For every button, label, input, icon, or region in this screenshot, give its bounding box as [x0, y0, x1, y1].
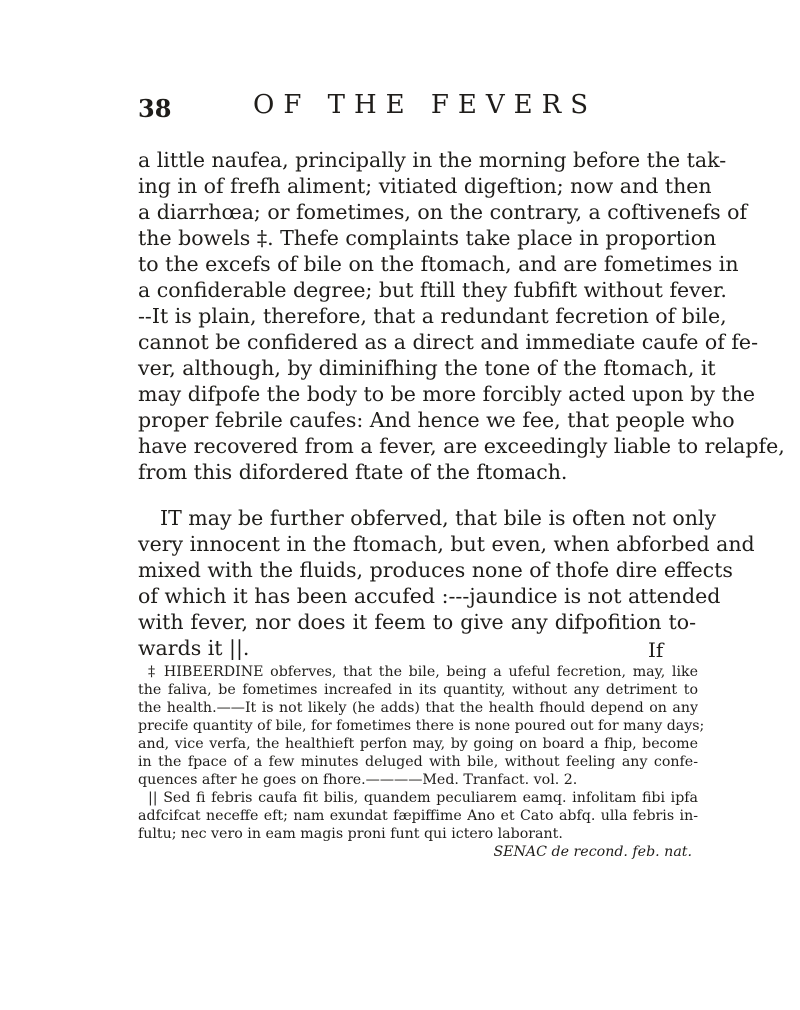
footnote-line: quences after he goes on fhore.————Med. Tranfact. vol. 2. [138, 772, 578, 788]
running-head: OF THE FEVERS [253, 90, 598, 120]
footnote-line: adfcifcat neceffe eft; nam exundat fæpiffime Ano et Cato abfq. ulla febris in- [138, 808, 698, 824]
text-line: may difpofe the body to be more forcibly acted upon by the [138, 382, 756, 406]
text-line: have recovered from a fever, are exceedingly liable to relapfe, [138, 434, 785, 458]
page-header [138, 88, 698, 128]
text-line: of which it has been accufed :---jaundice is not attended [138, 584, 721, 608]
text-line: a little naufea, principally in the morning before the tak- [138, 148, 727, 172]
text-line: a diarrhœa; or fometimes, on the contrary, a coftivenefs of [138, 200, 748, 224]
text-line: cannot be confidered as a direct and immediate caufe of fe- [138, 330, 758, 354]
footnotes [138, 663, 705, 861]
footnote-line: in the fpace of a few minutes deluged with bile, without feeling any confe- [138, 754, 698, 770]
text-line: --It is plain, therefore, that a redundant fecretion of bile, [138, 304, 727, 328]
footnote-line: precife quantity of bile, for fometimes there is none poured out for many days; [138, 718, 705, 734]
footnote-line: the health.——It is not likely (he adds) that the health fhould depend on any [138, 700, 698, 716]
text-line: proper febrile caufes: And hence we fee, that people who [138, 408, 735, 432]
text-line: from this difordered ftate of the ftomach. [138, 460, 568, 484]
text-line: ver, although, by diminifhing the tone of the ftomach, it [138, 356, 716, 380]
footnote-line: and, vice verfa, the healthieft perfon may, by going on board a fhip, become [138, 736, 698, 752]
text-line: IT may be further obferved, that bile is often not only [160, 506, 717, 530]
text-line: a confiderable degree; but ftill they fubfift without fever. [138, 278, 727, 302]
text-line: very innocent in the ftomach, but even, when abforbed and [138, 532, 755, 556]
page-number: 38 [138, 94, 172, 123]
text-line: the bowels ‡. Thefe complaints take place in proportion [138, 226, 717, 250]
footnote-line: fultu; nec vero in eam magis proni funt qui ictero laborant. [138, 826, 563, 842]
footnote-line: the faliva, be fometimes increafed in its quantity, without any detriment to [138, 682, 698, 698]
footnote-line: ‡ HIBEERDINE obferves, that the bile, being a ufeful fecretion, may, like [148, 664, 698, 680]
text-line: ing in of frefh aliment; vitiated digeftion; now and then [138, 174, 712, 198]
catchword: If [648, 638, 664, 662]
footnote-source: SENAC de recond. feb. nat. [493, 844, 692, 860]
text-line: mixed with the fluids, produces none of thofe dire effects [138, 558, 733, 582]
paragraph-2 [138, 505, 755, 661]
text-line: with fever, nor does it feem to give any difpofition to- [138, 610, 696, 634]
footnote-line: || Sed fi febris caufa fit bilis, quandem peculiarem eamq. infolitam fibi ipfa [148, 790, 698, 806]
text-line: wards it ||. [138, 636, 250, 660]
paragraph-1 [138, 147, 785, 485]
text-line: to the excefs of bile on the ftomach, and are fometimes in [138, 252, 739, 276]
